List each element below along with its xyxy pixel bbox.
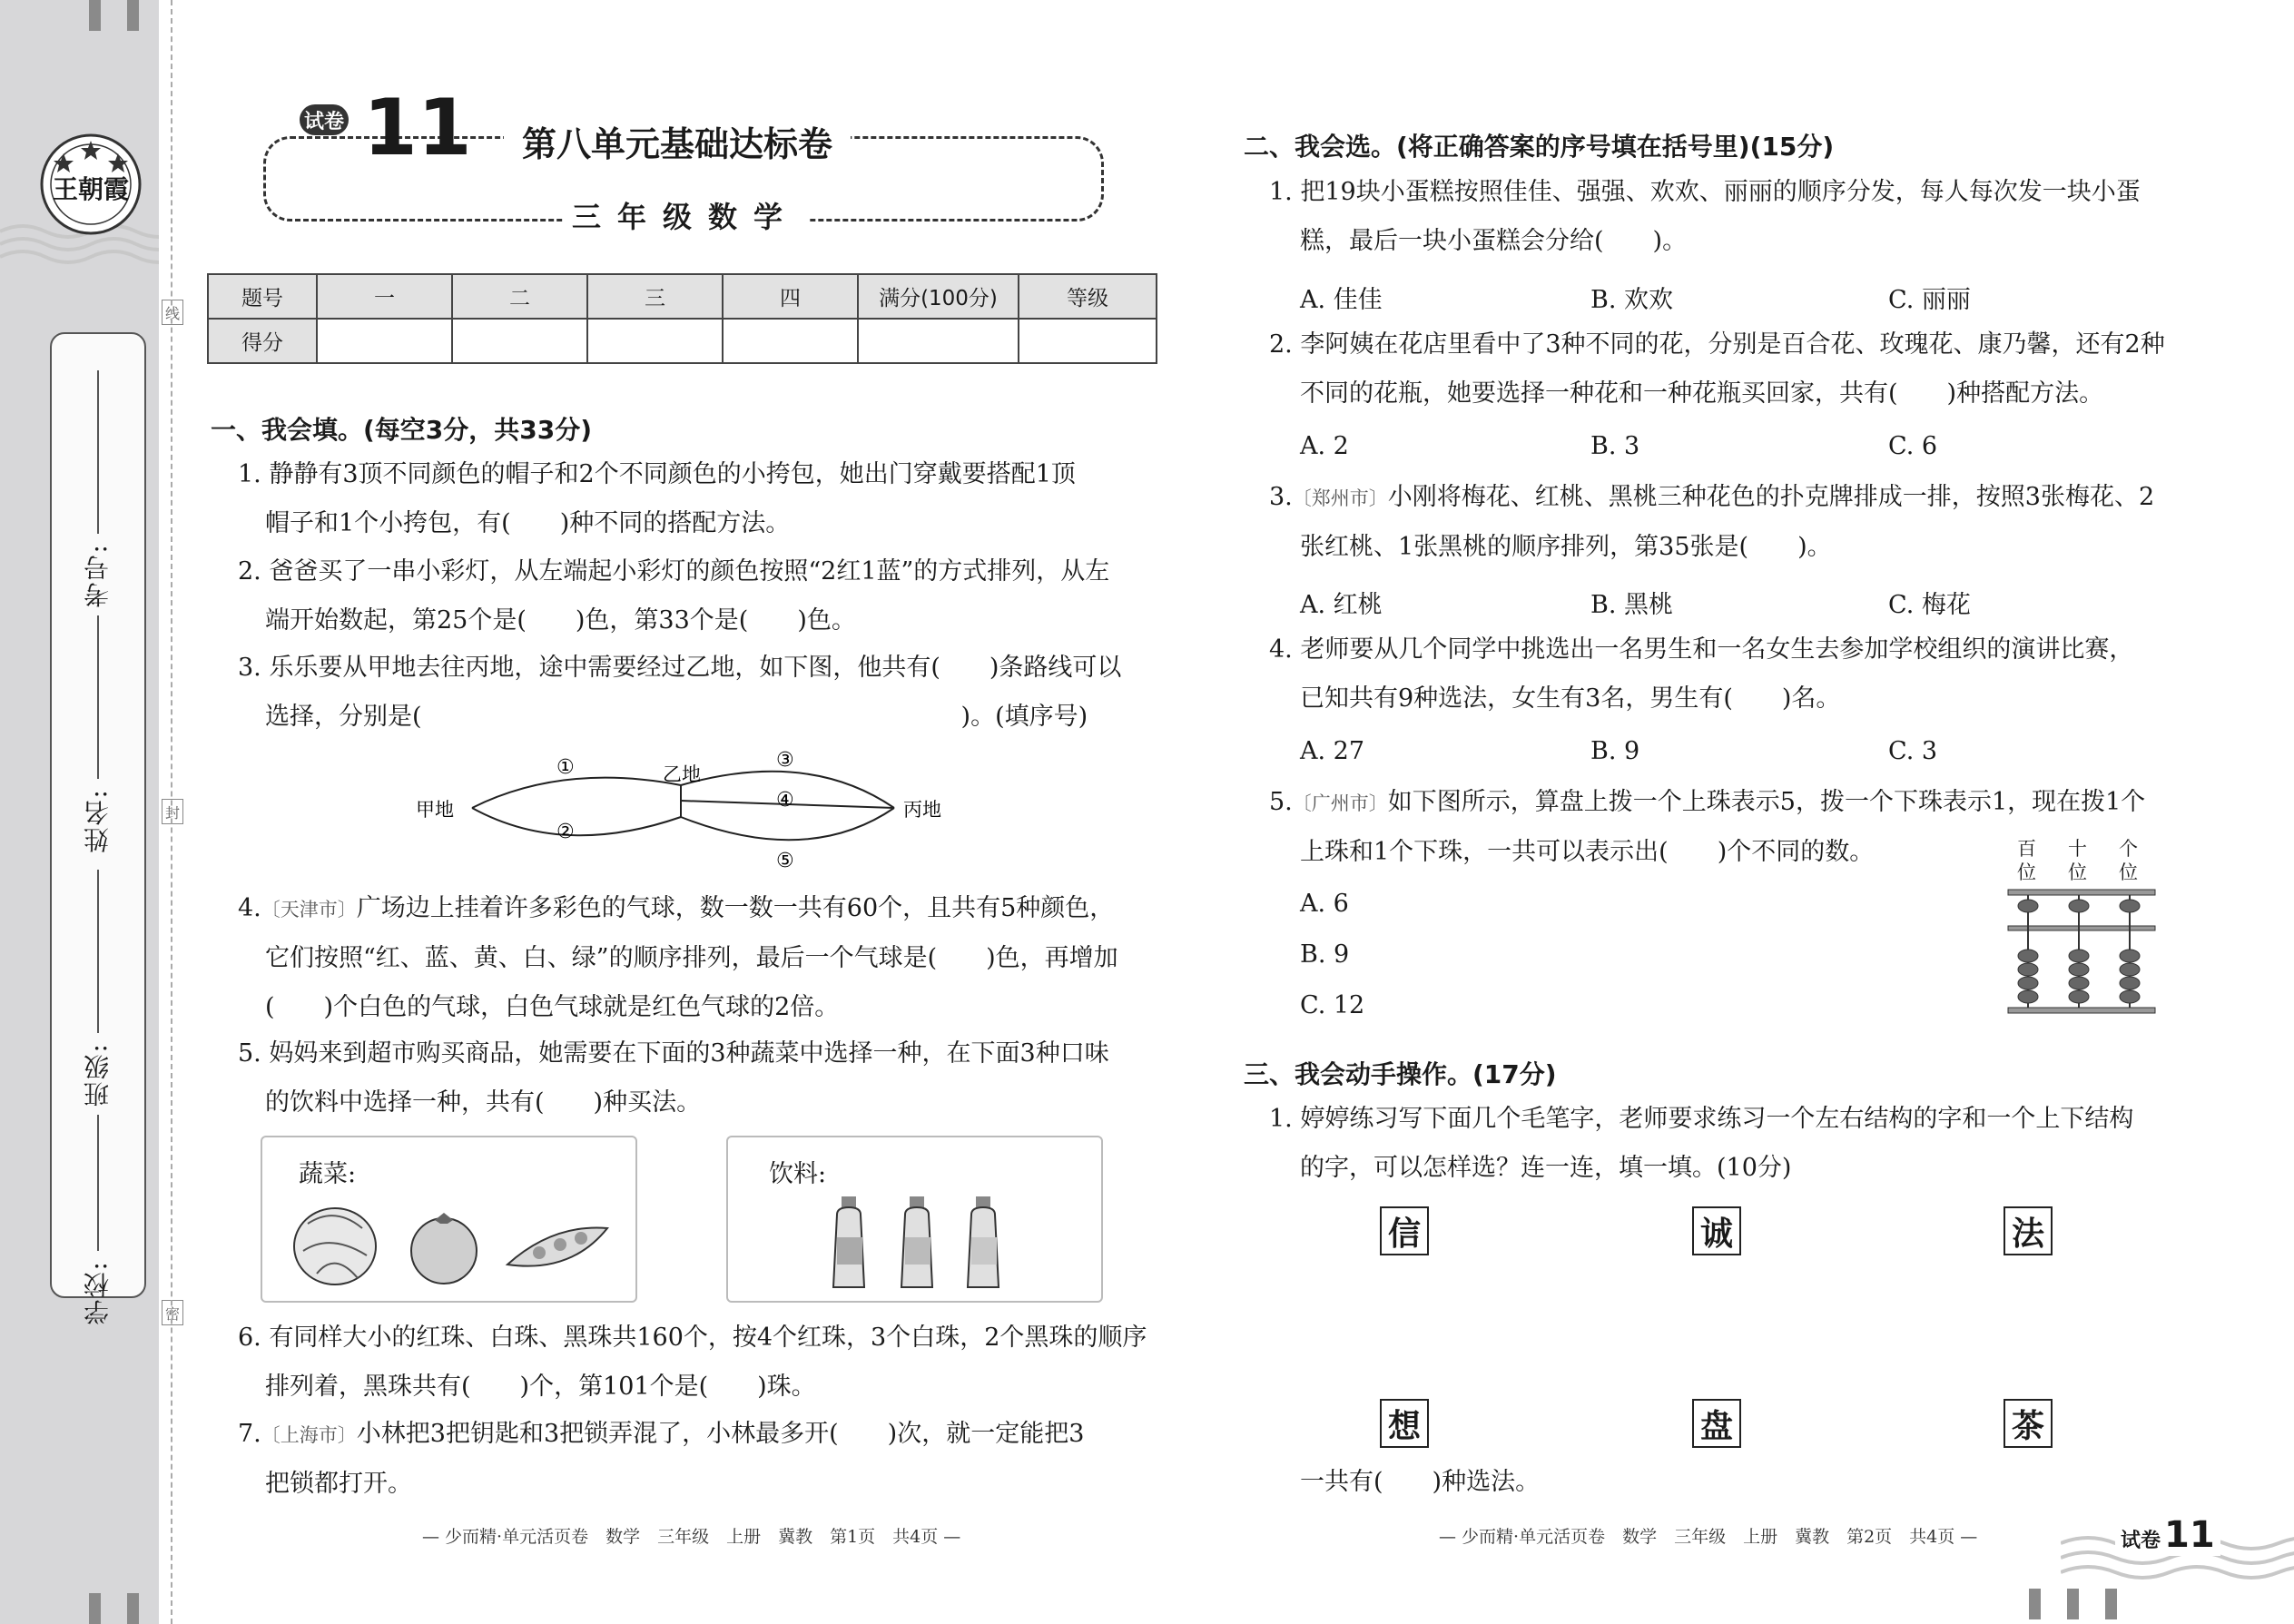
question-line: 已知共有9种选法，女生有3名，男生有( )名。 bbox=[1300, 684, 1841, 713]
city-tag: 〔郑州市〕 bbox=[1292, 487, 1388, 509]
question-line: 1. 把19块小蛋糕按照佳佳、强强、欢欢、丽丽的顺序分发，每人每次发一块小蛋 bbox=[1269, 178, 2141, 206]
char-card[interactable]: 信 bbox=[1380, 1206, 1429, 1255]
name-line[interactable] bbox=[97, 615, 99, 779]
class-label: 班级: bbox=[83, 1042, 113, 1107]
abacus-label-tens: 十 位 bbox=[2068, 838, 2087, 883]
route-label: ① bbox=[556, 756, 575, 779]
char-card[interactable]: 茶 bbox=[2004, 1399, 2053, 1448]
question-1-7 bbox=[238, 1410, 1164, 1509]
score-header-cell: 满分(100分) bbox=[858, 274, 1019, 319]
vegetables-illustration bbox=[281, 1187, 625, 1292]
route-diagram bbox=[409, 744, 971, 881]
question-line: 5. 妈妈来到超市购买商品，她需要在下面的3种蔬菜中选择一种，在下面3种口味 bbox=[238, 1039, 1109, 1068]
drinks-label: 饮料: bbox=[769, 1160, 827, 1188]
route-line bbox=[472, 778, 681, 808]
question-line: 上珠和1个下珠，一共可以表示出( )个不同的数。 bbox=[1300, 838, 1875, 866]
tomato-icon bbox=[411, 1213, 477, 1284]
route-label: ③ bbox=[776, 749, 794, 772]
question-line bbox=[1269, 778, 2204, 828]
question-line: 的饮料中选择一种，共有( )种买法。 bbox=[265, 1088, 702, 1117]
publisher-logo bbox=[38, 132, 143, 237]
exam-no-label: 考号: bbox=[83, 543, 113, 608]
question-line: 3. 乐乐要从甲地去往丙地，途中需要经过乙地，如下图，他共有( )条路线可以 bbox=[238, 654, 1122, 682]
bottle-icon bbox=[901, 1196, 932, 1287]
punch-mark bbox=[89, 1593, 101, 1624]
question-line: 的字，可以怎样选？连一连，填一填。(10分) bbox=[1300, 1154, 1792, 1182]
option-c[interactable]: C. 梅花 bbox=[1888, 591, 1971, 619]
place-a: 甲地 bbox=[416, 799, 454, 821]
question-line: 张红桃、1张黑桃的顺序排列，第35张是( )。 bbox=[1300, 533, 1832, 561]
score-header-cell: 三 bbox=[587, 274, 723, 319]
question-line: 帽子和1个小挎包，有( )种不同的搭配方法。 bbox=[265, 509, 791, 537]
route-label: ② bbox=[556, 821, 575, 843]
vegetables-box bbox=[261, 1136, 637, 1303]
char-card[interactable]: 想 bbox=[1380, 1399, 1429, 1448]
score-row-label: 得分 bbox=[208, 319, 317, 363]
question-1-6 bbox=[238, 1314, 1164, 1412]
abacus-label-ones: 个 位 bbox=[2119, 838, 2138, 883]
route-label: ④ bbox=[776, 789, 794, 812]
cabbage-icon bbox=[294, 1208, 376, 1284]
question-text: 小刚将梅花、红桃、黑桃三种花色的扑克牌排成一排，按照3张梅花、2 bbox=[1387, 483, 2155, 511]
place-c: 丙地 bbox=[903, 799, 941, 821]
question-line: 排列着，黑珠共有( )个，第101个是( )珠。 bbox=[265, 1373, 816, 1401]
exam-no-line[interactable] bbox=[97, 370, 99, 534]
vegetables-label: 蔬菜: bbox=[299, 1160, 357, 1188]
bottle-icon bbox=[968, 1196, 999, 1287]
option-a[interactable]: A. 6 bbox=[1300, 890, 1349, 918]
question-line: 1. 静静有3顶不同颜色的帽子和2个不同颜色的小挎包，她出门穿戴要搭配1顶 bbox=[238, 460, 1076, 488]
question-line: 不同的花瓶，她要选择一种花和一种花瓶买回家，共有( )种搭配方法。 bbox=[1300, 379, 2104, 408]
section1-heading: 一、我会填。(每空3分，共33分) bbox=[211, 415, 593, 445]
question-text: 广场边上挂着许多彩色的气球，数一数一共有60个，且共有5种颜色， bbox=[356, 894, 1115, 922]
score-cell[interactable] bbox=[317, 319, 452, 363]
footer-badge-label: 试卷 bbox=[2121, 1530, 2161, 1552]
section3-heading: 三、我会动手操作。(17分) bbox=[1244, 1059, 1557, 1089]
question-2-3 bbox=[1269, 473, 2204, 572]
drinks-box bbox=[726, 1136, 1103, 1303]
drinks-illustration bbox=[828, 1187, 1082, 1296]
question-line: 4. 老师要从几个同学中挑选出一名男生和一名女生去参加学校组织的演讲比赛， bbox=[1269, 635, 2134, 664]
option-c[interactable]: C. 3 bbox=[1888, 737, 1938, 765]
question-line: 它们按照“红、蓝、黄、白、绿”的顺序排列，最后一个气球是( )色，再增加 bbox=[265, 944, 1118, 972]
question-line: 把锁都打开。 bbox=[265, 1470, 412, 1498]
question-1-1 bbox=[238, 450, 1164, 548]
section2-heading: 二、我会选。(将正确答案的序号填在括号里)(15分) bbox=[1244, 132, 1835, 162]
option-b[interactable]: B. 黑桃 bbox=[1590, 591, 1674, 619]
option-b[interactable]: B. 9 bbox=[1300, 940, 1350, 969]
pea-pod-icon bbox=[507, 1228, 607, 1266]
score-cell[interactable] bbox=[587, 319, 723, 363]
score-table bbox=[207, 273, 1157, 364]
question-line: ( )个白色的气球，白色气球就是红色气球的2倍。 bbox=[265, 993, 840, 1021]
city-tag: 〔天津市〕 bbox=[261, 899, 357, 920]
score-cell[interactable] bbox=[723, 319, 858, 363]
route-label: ⑤ bbox=[776, 850, 794, 872]
name-label: 姓名: bbox=[83, 788, 113, 853]
score-header-row bbox=[208, 274, 1157, 319]
school-line[interactable] bbox=[97, 1115, 99, 1251]
question-1-3 bbox=[238, 644, 1164, 742]
option-c[interactable]: C. 丽丽 bbox=[1888, 286, 1971, 314]
question-line: 2. 爸爸买了一串小彩灯，从左端起小彩灯的颜色按照“2红1蓝”的方式排列，从左 bbox=[238, 557, 1110, 586]
option-c[interactable]: C. 12 bbox=[1300, 991, 1365, 1019]
option-a[interactable]: A. 2 bbox=[1300, 432, 1349, 460]
score-header-cell: 题号 bbox=[208, 274, 317, 319]
question-line: 糕，最后一块小蛋糕会分给( )。 bbox=[1300, 227, 1688, 255]
bottle-icon bbox=[833, 1196, 864, 1287]
place-b: 乙地 bbox=[663, 763, 701, 785]
school-label: 学校: bbox=[83, 1260, 113, 1325]
question-2-1 bbox=[1269, 168, 2204, 266]
question-1-2 bbox=[238, 547, 1164, 645]
score-header-cell: 等级 bbox=[1019, 274, 1157, 319]
question-line: 6. 有同样大小的红珠、白珠、黑珠共160个，按4个红珠，3个白珠，2个黑珠的顺序 bbox=[238, 1324, 1147, 1352]
question-line bbox=[238, 1410, 1164, 1460]
route-line bbox=[681, 808, 894, 840]
option-b[interactable]: B. 3 bbox=[1590, 432, 1640, 460]
punch-mark bbox=[2105, 1589, 2117, 1619]
score-header-cell: 一 bbox=[317, 274, 452, 319]
question-text: 小林把3把钥匙和3把锁弄混了，小林最多开( )次，就一定能把3 bbox=[356, 1420, 1085, 1448]
logo-text: 王朝霞 bbox=[52, 174, 129, 204]
score-cell[interactable] bbox=[452, 319, 587, 363]
score-cell[interactable] bbox=[1019, 319, 1157, 363]
option-a[interactable]: A. 27 bbox=[1300, 737, 1365, 765]
abacus-icon bbox=[2004, 888, 2159, 1015]
char-card[interactable]: 诚 bbox=[1692, 1206, 1741, 1255]
score-header-cell: 四 bbox=[723, 274, 858, 319]
punch-mark bbox=[2029, 1589, 2041, 1619]
question-number: 3. bbox=[1269, 483, 1293, 511]
footer-right: — 少而精·单元活页卷 数学 三年级 上册 冀教 第2页 共4页 — bbox=[1439, 1527, 1978, 1547]
question-1-4 bbox=[238, 884, 1164, 1032]
question-line: 1. 婷婷练习写下面几个毛笔字，老师要求练习一个左右结构的字和一个上下结构 bbox=[1269, 1105, 2134, 1133]
score-row bbox=[208, 319, 1157, 363]
question-2-5 bbox=[1269, 778, 2204, 877]
cut-mark: 密 bbox=[162, 1300, 183, 1325]
question-text: 如下图所示，算盘上拨一个上珠表示5，拨一个下珠表示1，现在拨1个 bbox=[1387, 788, 2146, 816]
question-number: 5. bbox=[1269, 788, 1293, 816]
footer-left: — 少而精·单元活页卷 数学 三年级 上册 冀教 第1页 共4页 — bbox=[422, 1527, 961, 1547]
footer-badge-number: 11 bbox=[2164, 1514, 2215, 1556]
question-line: 选择，分别是( )。(填序号) bbox=[265, 703, 1088, 731]
abacus-label-hundreds: 百 位 bbox=[2017, 838, 2036, 883]
option-b[interactable]: B. 欢欢 bbox=[1590, 286, 1674, 314]
question-line bbox=[238, 884, 1164, 934]
punch-mark bbox=[2067, 1589, 2079, 1619]
option-a[interactable]: A. 红桃 bbox=[1300, 591, 1383, 619]
city-tag: 〔广州市〕 bbox=[1292, 792, 1388, 814]
question-1-5 bbox=[238, 1029, 1164, 1127]
question-line: 端开始数起，第25个是( )色，第33个是( )色。 bbox=[265, 606, 856, 635]
paper-number: 11 bbox=[363, 83, 472, 173]
cut-mark: 封 bbox=[162, 799, 183, 824]
option-b[interactable]: B. 9 bbox=[1590, 737, 1640, 765]
question-line bbox=[1269, 473, 2204, 523]
class-line[interactable] bbox=[97, 870, 99, 1033]
cut-line bbox=[171, 0, 172, 1624]
punch-mark bbox=[127, 1593, 139, 1624]
question-2-4 bbox=[1269, 625, 2204, 723]
question-2-2 bbox=[1269, 320, 2204, 418]
score-cell[interactable] bbox=[858, 319, 1019, 363]
score-header-cell: 二 bbox=[452, 274, 587, 319]
page-subtitle: 三年级数学 bbox=[563, 194, 808, 236]
char-card[interactable]: 盘 bbox=[1692, 1399, 1741, 1448]
answer-line: 一共有( )种选法。 bbox=[1300, 1468, 1541, 1496]
city-tag: 〔上海市〕 bbox=[261, 1424, 357, 1446]
option-c[interactable]: C. 6 bbox=[1888, 432, 1938, 460]
route-line bbox=[472, 808, 681, 835]
cut-mark: 线 bbox=[162, 300, 183, 325]
char-card[interactable]: 法 bbox=[2004, 1206, 2053, 1255]
footer-badge bbox=[2115, 1514, 2220, 1556]
question-number: 7. bbox=[238, 1420, 261, 1448]
student-info-box bbox=[50, 332, 146, 1325]
punch-mark bbox=[89, 0, 101, 31]
punch-mark bbox=[127, 0, 139, 31]
question-number: 4. bbox=[238, 894, 261, 922]
option-a[interactable]: A. 佳佳 bbox=[1300, 286, 1383, 314]
question-line: 2. 李阿姨在花店里看中了3种不同的花，分别是百合花、玫瑰花、康乃馨，还有2种 bbox=[1269, 330, 2165, 359]
title-badge: 试卷 bbox=[300, 104, 349, 135]
question-3-1 bbox=[1269, 1095, 2204, 1193]
page-title: 第八单元基础达标卷 bbox=[504, 116, 851, 166]
